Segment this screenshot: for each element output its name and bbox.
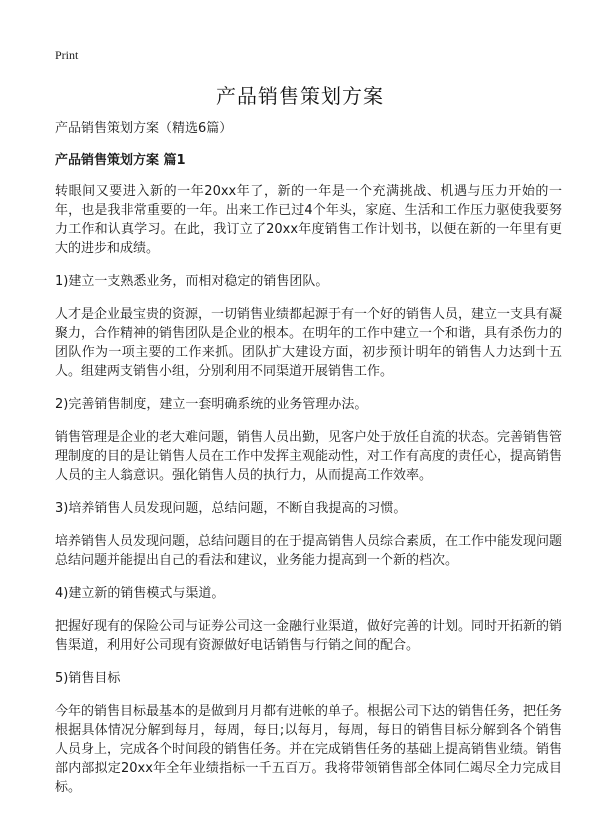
point-heading-1: 1)建立一支熟悉业务，而相对稳定的销售团队。 [55, 274, 329, 289]
print-label: Print [55, 48, 79, 62]
point-body-1: 人才是企业最宝贵的资源，一切销售业绩都起源于有一个好的销售人员，建立一支具有凝聚力，合作精神的销售团队是企业的根本。在明年的工作中建立一个和谐，具有杀伤力的团队作为一项主要的工作来抓。团队扩大建设方面，初步预计明年的销售人力达到十五人。组建两支销售小组，分别利用不同渠道开展销售工作。 [55, 307, 563, 379]
point-heading-2: 2)完善销售制度，建立一套明确系统的业务管理办法。 [55, 397, 368, 412]
point-heading-5: 5)销售目标 [55, 671, 121, 686]
point-heading-4: 4)建立新的销售模式与渠道。 [55, 586, 225, 601]
document-subtitle: 产品销售策划方案（精选6篇） [55, 121, 233, 136]
point-body-5: 今年的销售目标最基本的是做到月月都有进帐的单子。根据公司下达的销售任务，把任务根据具体情况分解到每月，每周，每日;以每月，每周，每日的销售目标分解到各个销售人员身上，完成各个时间段的销售任务。并在完成销售任务的基础上提高销售业绩。销售部内部拟定20xx年全年业绩指标一千五百万。我将带领销售部全体同仁竭尽全力完成目标。 [55, 704, 563, 795]
intro-paragraph: 转眼间又要进入新的一年20xx年了，新的一年是一个充满挑战、机遇与压力开始的一年，也是我非常重要的一年。出来工作已过4个年头，家庭、生活和工作压力驱使我要努力工作和认真学习。在此，我订立了20xx年度销售工作计划书，以便在新的一年里有更大的进步和成绩。 [55, 184, 562, 256]
point-heading-3: 3)培养销售人员发现问题，总结问题，不断自我提高的习惯。 [55, 501, 407, 516]
section-heading: 产品销售策划方案 篇1 [55, 153, 186, 168]
point-body-3: 培养销售人员发现问题，总结问题目的在于提高销售人员综合素质，在工作中能发现问题总结问题并能提出自己的看法和建议，业务能力提高到一个新的档次。 [55, 534, 563, 568]
document-title: 产品销售策划方案 [216, 84, 384, 108]
point-body-4: 把握好现有的保险公司与证券公司这一金融行业渠道，做好完善的计划。同时开拓新的销售渠道，利用好公司现有资源做好电话销售与行销之间的配合。 [55, 619, 563, 653]
document-body [55, 120, 562, 811]
point-body-2: 销售管理是企业的老大难问题，销售人员出勤，见客户处于放任自流的状态。完善销售管理制度的目的是让销售人员在工作中发挥主观能动性，对工作有高度的责任心，提高销售人员的主人翁意识。强化销售人员的执行力，从而提高工作效率。 [55, 430, 563, 483]
